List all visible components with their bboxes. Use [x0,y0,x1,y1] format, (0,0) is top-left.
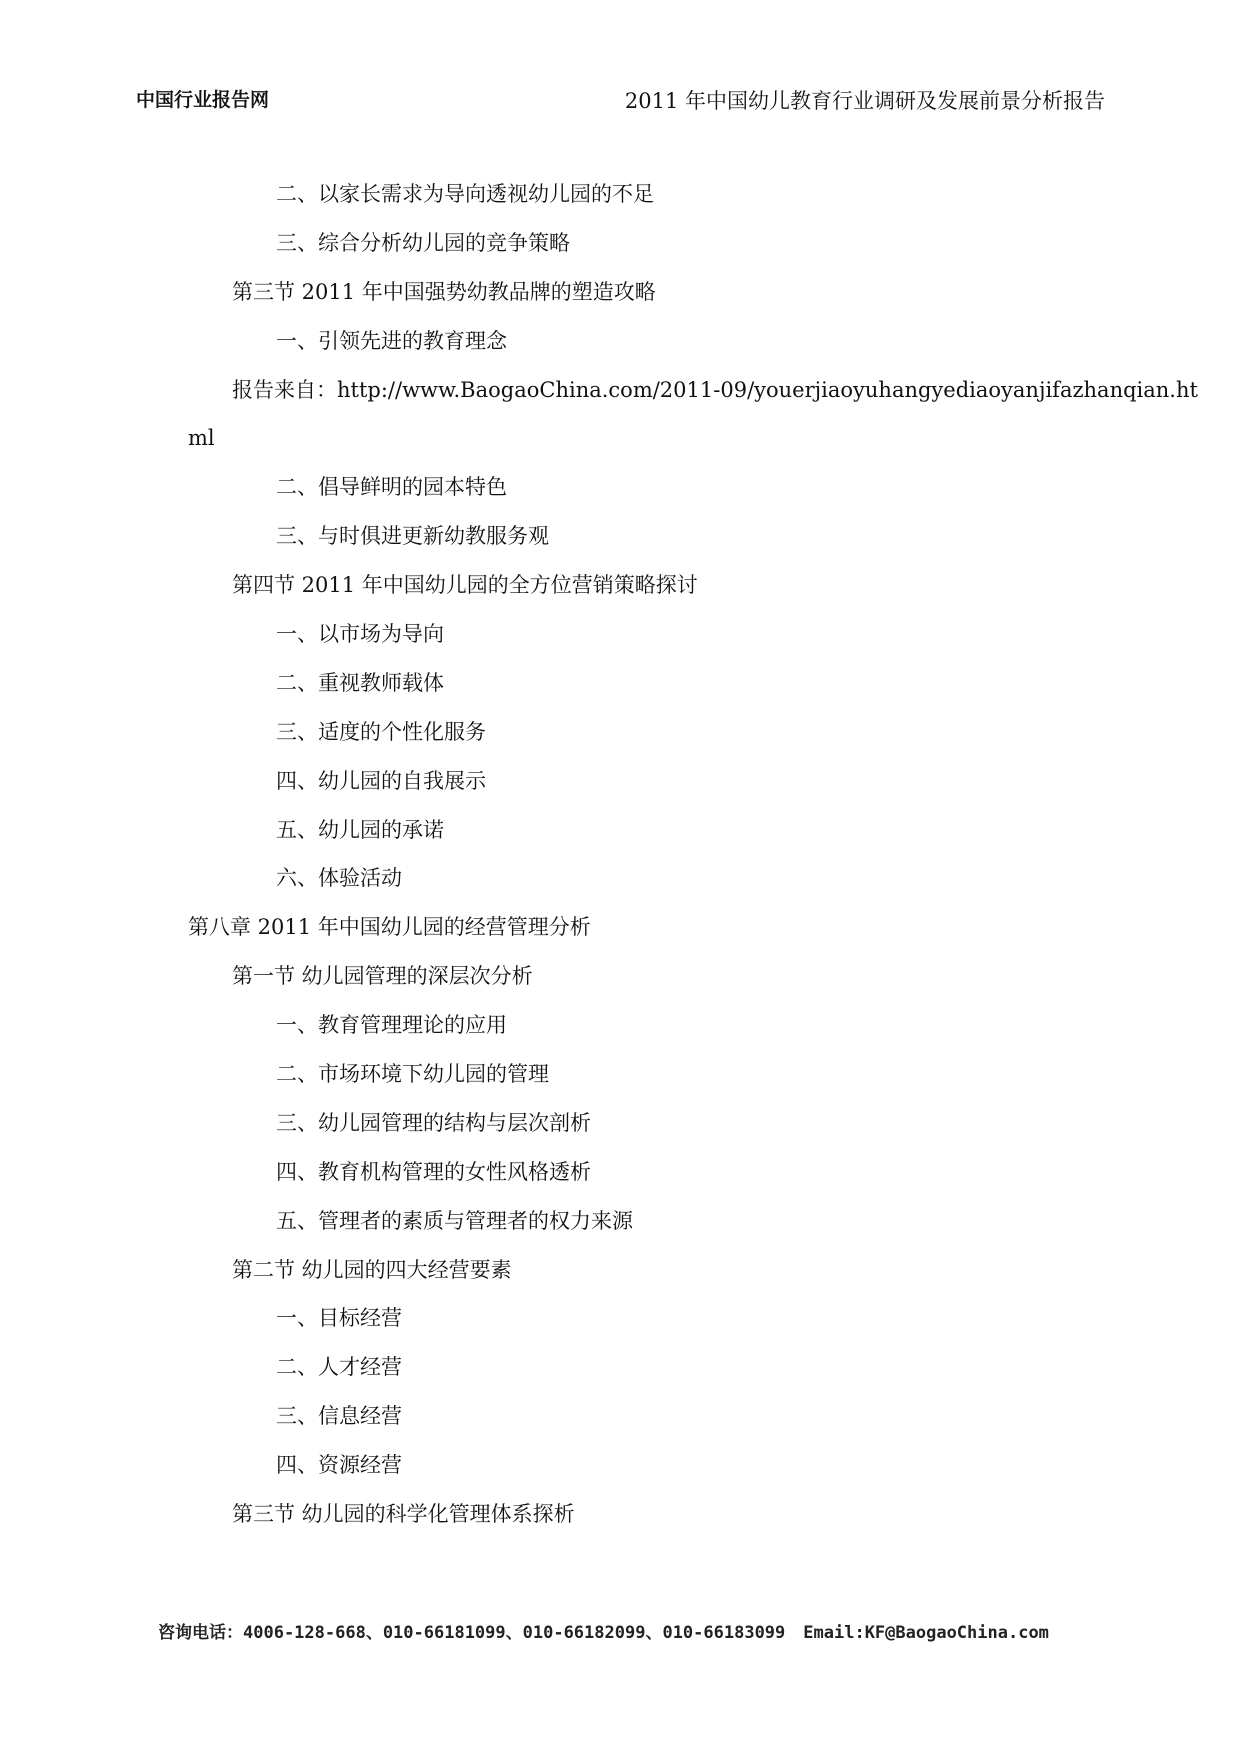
toc-line: 第三节 2011 年中国强势幼教品牌的塑造攻略 [232,279,656,304]
toc-line: 三、综合分析幼儿园的竞争策略 [276,230,570,255]
toc-line: 第一节 幼儿园管理的深层次分析 [232,964,533,989]
toc-line: 第二节 幼儿园的四大经营要素 [232,1257,512,1282]
toc-line: 四、幼儿园的自我展示 [276,768,486,793]
toc-line: 三、信息经营 [276,1404,402,1429]
toc-line: 四、教育机构管理的女性风格透析 [276,1159,591,1184]
site-name: 中国行业报告网 [136,89,270,111]
toc-line: 六、体验活动 [276,866,402,891]
toc-line: 三、与时俱进更新幼教服务观 [276,524,549,549]
toc-line: 二、倡导鲜明的园本特色 [276,475,507,500]
toc-line: 五、管理者的素质与管理者的权力来源 [276,1208,633,1233]
toc-line: 一、以市场为导向 [276,622,444,647]
toc-line: 五、幼儿园的承诺 [276,817,444,842]
toc-line: 报告来自：http://www.BaogaoChina.com/2011-09/youerjiaoyuhangyediaoyanjifazhanqian.ht [232,377,1198,402]
toc-line: 第三节 幼儿园的科学化管理体系探析 [232,1502,575,1527]
toc-line: 一、引领先进的教育理念 [276,328,507,353]
toc-line: 三、适度的个性化服务 [276,719,486,744]
toc-line: 第四节 2011 年中国幼儿园的全方位营销策略探讨 [232,573,698,598]
toc-line: 一、目标经营 [276,1306,402,1331]
toc-line: 二、市场环境下幼儿园的管理 [276,1062,549,1087]
toc-line: 二、人才经营 [276,1355,402,1380]
toc-line: 四、资源经营 [276,1453,402,1478]
footer-contact [158,1621,1049,1645]
table-of-contents [0,180,1241,1549]
toc-line: ml [188,426,215,451]
footer-phone: 咨询电话：4006-128-668、010-66181099、010-66182099、010-66183099 [158,1623,786,1643]
toc-line: 二、重视教师载体 [276,670,444,695]
footer-email: Email:KF@BaogaoChina.com [803,1623,1049,1643]
toc-line: 三、幼儿园管理的结构与层次剖析 [276,1110,591,1135]
toc-line: 第八章 2011 年中国幼儿园的经营管理分析 [188,915,591,940]
toc-line: 一、教育管理理论的应用 [276,1013,507,1038]
toc-line: 二、以家长需求为导向透视幼儿园的不足 [276,182,654,206]
report-title: 2011 年中国幼儿教育行业调研及发展前景分析报告 [624,89,1105,113]
